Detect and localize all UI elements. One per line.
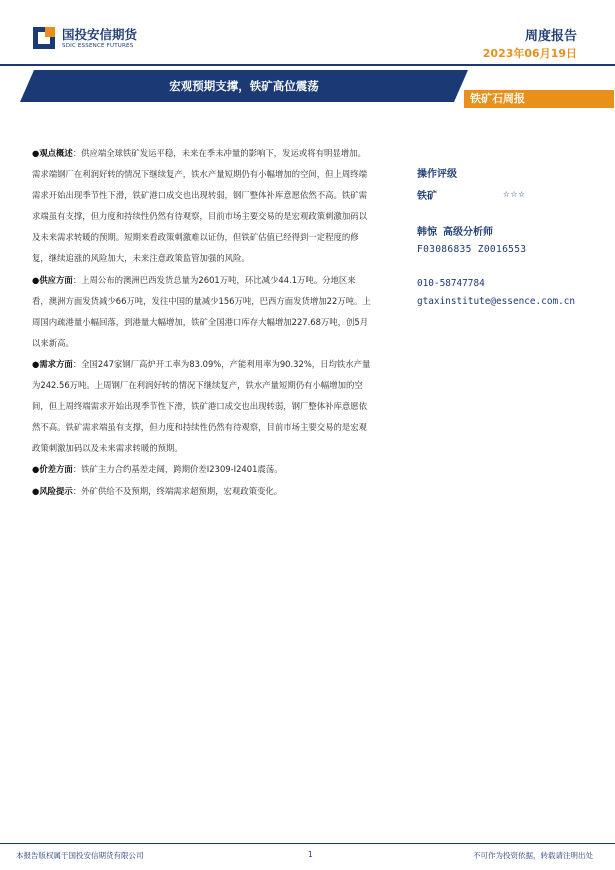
- section-text: ：外矿供给不及预期，终端需求超预期，宏观政策变化。: [72, 485, 283, 496]
- logo-text-cn: 国投安信期货: [62, 27, 138, 42]
- report-title: 宏观预期支撑，铁矿高位震荡: [169, 79, 319, 93]
- report-body: [32, 143, 372, 502]
- contact-phone: 010-58747784: [417, 278, 485, 289]
- logo-text-en: SDIC ESSENCE FUTURES: [62, 43, 134, 49]
- contact-email: gtaxinstitute@essence.com.cn: [417, 296, 576, 307]
- rating-row: [417, 187, 526, 203]
- section-risk: [32, 481, 372, 502]
- bullet-icon: ●: [32, 148, 40, 158]
- footer-divider: [0, 843, 615, 844]
- bullet-icon: ●: [32, 464, 40, 475]
- section-supply: [32, 270, 372, 354]
- section-overview: [32, 143, 372, 270]
- header-divider: [0, 64, 615, 66]
- contact-block: [417, 278, 575, 314]
- section-lead: 需求方面: [39, 358, 73, 369]
- report-date: 2023年06月19日: [482, 47, 577, 60]
- bullet-icon: ●: [32, 485, 40, 496]
- bullet-icon: ●: [32, 274, 40, 285]
- section-text: ：上周公布的澳洲巴西发货总量为2601万吨，环比减少44.1万吨。分地区来看，澳洲方面发货减少66万吨，发往中国的量减少156万吨，巴西方面发货增加22万吨。上周国内疏港量小幅回落，到港量大幅增加，铁矿全国港口库存大幅增加227.68万吨，创5月以来新高。: [32, 274, 371, 348]
- category-tag: [464, 90, 614, 108]
- logo-mark-icon: [32, 26, 56, 50]
- section-lead: 供应方面: [39, 274, 73, 285]
- analyst-name: 韩惊 高级分析师: [417, 227, 494, 238]
- analyst-block: [417, 223, 526, 255]
- section-lead: 风险提示: [39, 485, 73, 496]
- page-number: 1: [308, 850, 313, 859]
- rating-label: 操作评级: [417, 169, 457, 180]
- rating-block: [417, 165, 526, 203]
- bullet-icon: ●: [32, 358, 40, 369]
- footer-copyright: 本报告版权属于国投安信期货有限公司: [16, 851, 144, 860]
- section-text: ：铁矿主力合约基差走阔，跨期价差I2309-I2401震荡。: [72, 464, 283, 475]
- rating-item: 铁矿: [417, 191, 437, 202]
- star-rating-icon: ☆☆☆: [503, 187, 526, 200]
- report-type: 周度报告: [524, 29, 577, 44]
- section-spread: [32, 459, 372, 480]
- category-tag-label: 铁矿石周报: [470, 92, 525, 105]
- footer-disclaimer: 不可作为投资依据，转载请注明出处: [473, 851, 593, 860]
- section-lead: 价差方面: [39, 464, 73, 475]
- company-logo: [32, 22, 172, 54]
- title-banner: [20, 70, 468, 102]
- section-lead: 观点概述: [39, 148, 73, 158]
- section-demand: [32, 354, 372, 459]
- analyst-license: F03086835 Z0016553: [417, 244, 527, 255]
- section-text: ：全国247家钢厂高炉开工率为83.09%，产能利用率为90.32%，日均铁水产量为242.56万吨。上周钢厂在利润好转的情况下继续复产，铁水产量短期仍有小幅增加的空间，但上周终端需求开始出现季节性下滑，铁矿港口成交也出现转弱，钢厂整体补库意愿依然不高。铁矿需求端虽有支撑，但力度和持续性仍然有待观察，目前市场主要交易的是宏观政策刺激加码以及未来需求转暖的预期。: [32, 358, 371, 454]
- section-text: ：供应端全球铁矿发运平稳，未来在季末冲量的影响下，发运或将有明显增加。需求端钢厂在利润好转的情况下继续复产，铁水产量短期仍有小幅增加的空间，但上周终端需求开始出现季节性下滑，铁矿港口成交也出现转弱，钢厂整体补库意愿依然不高。铁矿需求端虽有支撑，但力度和持续性仍然有待观察，目前市场主要交易的是宏观政策刺激加码以及未来需求转暖的预期。短期来看政策刺激难以证伪，但铁矿估值已经得到一定程度的修复，继续追涨的风险加大，未来注意政策监管加强的风险。: [32, 148, 367, 264]
